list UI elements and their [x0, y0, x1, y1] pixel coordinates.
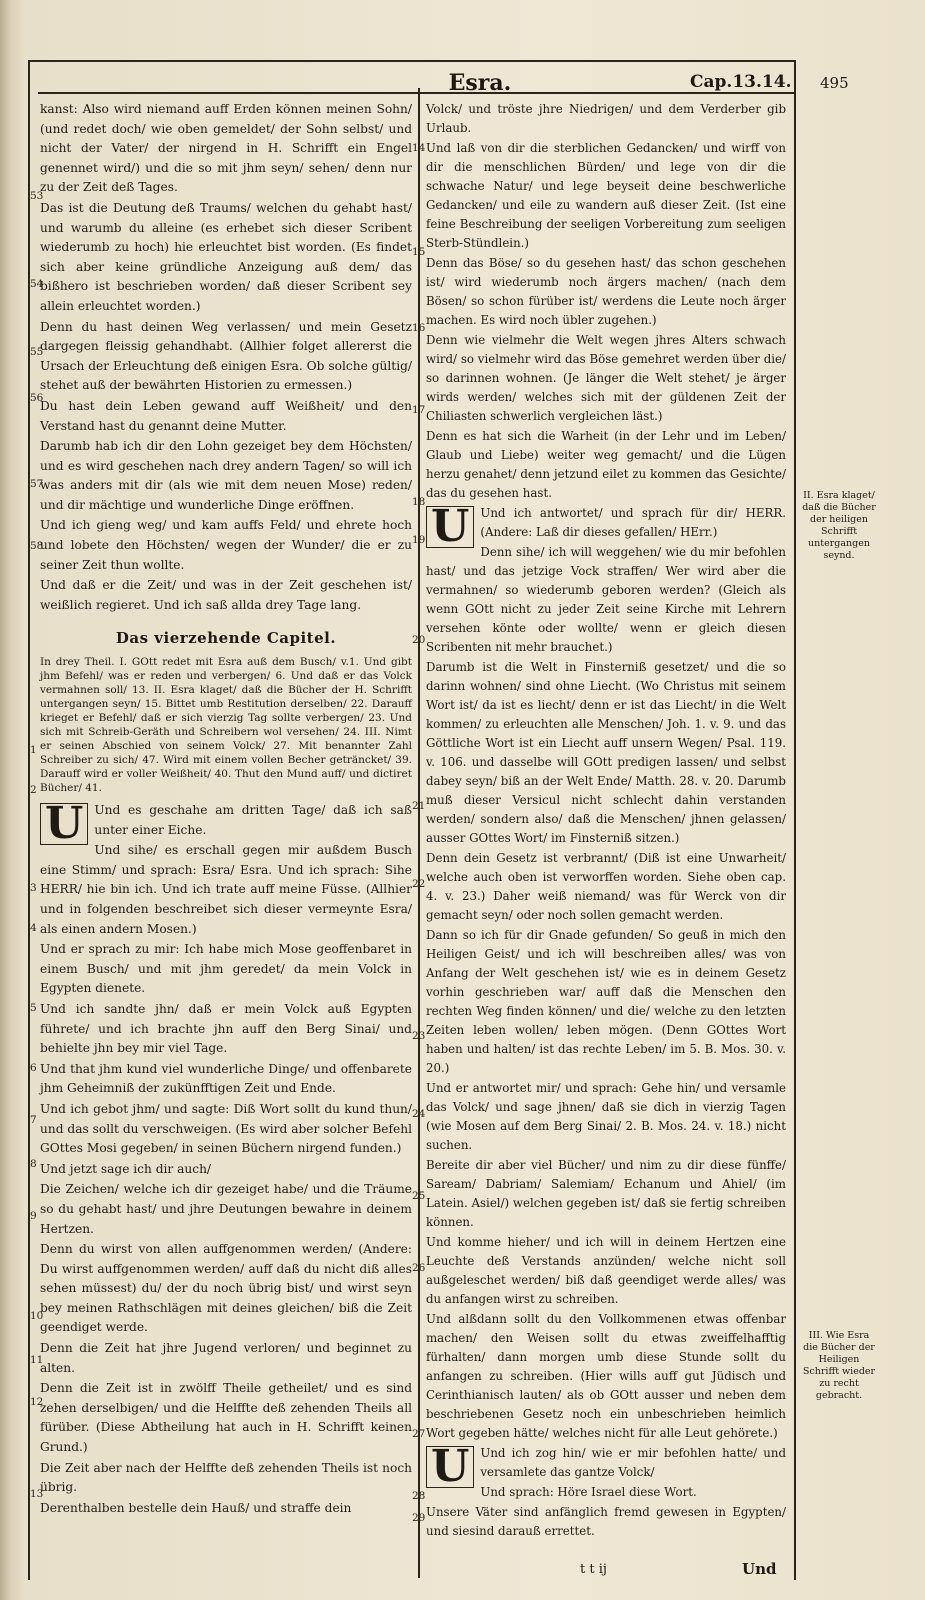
margin-note-section-3: III. Wie Esra die Bücher der Heiligen Schrifft wieder zu recht gebracht.: [802, 1330, 876, 1401]
verse-number: 16: [412, 322, 426, 334]
verse-number: 8: [30, 1158, 37, 1170]
chapter-reference: Cap.13.14.: [690, 72, 792, 92]
verse-text: Und daß er die Zeit/ und was in der Zeit geschehen ist/ weißlich regieret. Und ich saß allda drey Tage lang.: [40, 578, 412, 612]
verse-number: 26: [412, 1262, 426, 1274]
verse-text: Darumb hab ich dir den Lohn gezeiget bey dem Höchsten/ und es wird geschehen nach drey andern Tagen/ so will ich was anders mit dir (als wie mit dem neuen Mose) reden/ und dir mächtige und wunderliche Dinge eröffnen.: [40, 439, 412, 512]
verse-number: 53: [30, 190, 44, 202]
verse-text: Denn du wirst von allen auffgenommen werden/ (Andere: Du wirst auffgenommen werden/ auff daß du nicht diß alles sehen müssest) du/ der du noch übrig bist/ und wirst seyn bey meinen Rathschlägen mit deines gleichen/ biß die Zeit geendiget werde.: [40, 1242, 412, 1335]
verse-text: Und jetzt sage ich dir auch/: [40, 1161, 212, 1176]
verse-text: Denn es hat sich die Warheit (in der Lehr und im Leben/ Glaub und Liebe) weiter weg gemacht/ und die Lügen herzu genahet/ denn jetzund eilet zu kommen das Gesichte/ das du gesehen hast.: [426, 429, 786, 500]
verse-number: 3: [30, 882, 37, 894]
verse-text: Denn dein Gesetz ist verbrannt/ (Diß ist eine Unwarheit/ welche auch oben ist verworffen worden. Siehe oben cap. 4. v. 23.) Daher weiß niemand/ was für Werck von dir gemacht seyn/ oder noch sollen gemacht werden.: [426, 851, 786, 922]
verse-number: 5: [30, 1002, 37, 1014]
drop-cap: U: [426, 1446, 474, 1488]
chapter-title: Das vierzehende Capitel.: [115, 629, 337, 648]
verse-number: 4: [30, 922, 37, 934]
verse-number: 18: [412, 496, 426, 508]
drop-cap: U: [40, 803, 88, 845]
running-title: Esra.: [448, 70, 512, 96]
verse-text: Denn die Zeit hat jhre Jugend verloren/ und beginnet zu alten.: [40, 1341, 412, 1375]
verse-number: 6: [30, 1062, 37, 1074]
verse-text: Unsere Väter sind anfänglich fremd gewesen in Egypten/ und siesind darauß errettet.: [426, 1505, 786, 1538]
verse-number: 17: [412, 404, 426, 416]
drop-cap: U: [426, 506, 474, 548]
verse-text: Derenthalben bestelle dein Hauß/ und straffe dein: [40, 1500, 352, 1515]
verse-text: Und alßdann sollt du den Vollkommenen etwas offenbar machen/ den Weisen sollt du etwas zweiffelhafftig fürhalten/ dann morgen umb diese Stunde sollt du anfangen zu schreiben. (Hier wills auff gut Jüdisch und Cerinthianisch lauten/ als ob GOtt ausser und neben dem beschriebenen Gesetz noch ein unbeschrieben heimlich Wort gegeben hätte/ welches nicht für alle Leut gehörete.): [426, 1312, 786, 1440]
verse-text: Denn wie vielmehr die Welt wegen jhres Alters schwach wird/ so vielmehr wird das Böse gemehret werden über die/ so darinnen wohnen. (Je länger die Welt stehet/ je ärger wirds werden/ welches sich mit der güldenen Zeit der Chiliasten schwerlich vergleichen läst.): [426, 333, 786, 423]
verse-number: 27: [412, 1428, 426, 1440]
right-column: [426, 100, 786, 1542]
verse-number: 57: [30, 478, 44, 490]
verse-text: Dann so ich für dir Gnade gefunden/ So geuß in mich den Heiligen Geist/ und ich will beschreiben alles/ was von Anfang der Welt geschehen ist/ wie es in deinem Gesetz vorhin geschrieben war/ auff daß die Menschen den rechten Weg finden können/ und die/ welche zu den letzten Zeiten leben wollen/ leben mögen. (Denn GOttes Wort haben und halten/ ist das rechte Leben/ im 5. B. Mos. 30. v. 20.): [426, 928, 786, 1075]
verse-text: Und er sprach zu mir: Ich habe mich Mose geoffenbaret in einem Busch/ und mit jhm geredet/ da mein Volck in Egypten dienete.: [40, 942, 412, 996]
verse-number: 58: [30, 540, 44, 552]
verse-text: Und komme hieher/ und ich will in deinem Hertzen eine Leuchte deß Verstands anzünden/ welche nicht soll außgeleschet werden/ biß daß geendiget werde alles/ was du anfangen wirst zu schreiben.: [426, 1235, 786, 1306]
verse-number: 19: [412, 534, 426, 546]
verse-text: Denn sihe/ ich will weggehen/ wie du mir befohlen hast/ und das jetzige Vock straffen/ Wer wird aber die vermahnen/ so wiederumb geboren werden? (Gleich als wenn GOtt nicht zu jeder Zeit seine Kirche mit Lehrern versehen könte oder wollte/ wenn er gleich diesen Scribenten nit mehr brauchet.): [426, 545, 786, 654]
verse-number: 22: [412, 878, 426, 890]
verse-number: 12: [30, 1396, 44, 1408]
chapter-summary: In drey Theil. I. GOtt redet mit Esra auß dem Busch/ v.1. Und gibt jhm Befehl/ was er reden und verbergen/ 6. Und daß er das Volck vermahnen soll/ 13. II. Esra klaget/ daß die Bücher der H. Schrifft untergangen seyn/ 15. Bittet umb Restitution derselben/ 22. Darauff krieget er Befehl/ daß er sich vierzig Tag sollte verbergen/ 23. Und sich mit Schreib-Geräth und Schreibern wol versehen/ 24. III. Nimt er seinen Abschied von seinem Volck/ 27. Mit benannter Zahl Schreiber zu sich/ 47. Wird mit einem vollen Becher geträncket/ 39. Darauff wird er voller Weißheit/ 40. Thut den Mund auff/ und dictiret Bücher/ 41.: [40, 656, 412, 795]
catchword: Und: [742, 1560, 777, 1578]
verse-number: 2: [30, 784, 37, 796]
verse-text: Darumb ist die Welt in Finsterniß gesetzet/ und die so darinn wohnen/ sind ohne Liecht. (Wo Christus mit seinem Wort ist/ da ist es liecht/ denn er ist das Liecht/ in die Welt kommen/ zu erleuchten alle Menschen/ Joh. 1. v. 9. und das Göttliche Wort ist ein Liecht auff unsern Wegen/ Psal. 119. v. 106. und dasselbe will GOtt predigen lassen/ und selbst dabey seyn/ biß an der Welt Ende/ Matth. 28. v. 20. Darumb muß dieser Versicul nicht schlecht dahin verstanden werden/ sondern also/ daß die Menschen/ jhnen gelassen/ ausser GOttes Wort/ im Finsterniß sitzen.): [426, 660, 786, 845]
verse-number: 23: [412, 1030, 426, 1042]
verse-number: 56: [30, 392, 44, 404]
column-divider: [418, 88, 420, 1578]
verse-text: Und ich antwortet/ und sprach für dir/ HERR. (Andere: Laß dir dieses gefallen/ HErr.): [480, 506, 786, 539]
verse-text: Die Zeichen/ welche ich dir gezeiget habe/ und die Träume so du gehabt hast/ und jhre Deutungen bewahre in deinem Hertzen.: [40, 1182, 412, 1236]
verse-number: 54: [30, 278, 44, 290]
verse-number: 21: [412, 800, 426, 812]
verse-text-initial: [40, 798, 412, 850]
page-number: 495: [820, 74, 849, 92]
verse-number: 11: [30, 1354, 44, 1366]
verse-text: Das ist die Deutung deß Traums/ welchen du gehabt hast/ und warumb du alleine (es erhebet sich dieser Scribent wiederumb zu hoch) hie erleuchtet bist worden. (Es findet sich aber keine gründliche Anzeigung auß dem/ das bißhero ist beschrieben worden/ daß dieser Scribent sey allein erleuchtet worden.): [40, 200, 412, 313]
verse-number: 29: [412, 1512, 426, 1524]
verse-number: 55: [30, 346, 44, 358]
verse-number: 20: [412, 634, 426, 646]
verse-number: 15: [412, 246, 426, 258]
verse-number: 9: [30, 1210, 37, 1222]
verse-text: Und ich zog hin/ wie er mir befohlen hatte/ und versamlete das gantze Volck/: [480, 1446, 786, 1479]
verse-text: Und es geschahe am dritten Tage/ daß ich saß unter einer Eiche.: [94, 803, 412, 837]
verse-number: 14: [412, 142, 426, 154]
verse-text: Und sprach: Höre Israel diese Wort.: [480, 1485, 697, 1499]
verse-number: 13: [30, 1488, 44, 1500]
verse-text: Denn du hast deinen Weg verlassen/ und mein Gesetz dargegen fleissig gehandhabt. (Allhier folget allererst die Ursach der Erleuchtung deß einigen Esra. Ob solche gültig/ stehet auß der bewährten Historien zu ermessen.): [40, 319, 412, 393]
verse-text: Und laß von dir die sterblichen Gedancken/ und wirff von dir die menschlichen Bürden/ und lege von dir die schwache Natur/ und lege beyseit deine beschwerliche Gedancken/ und eile zu wandern auß dieser Zeit. (Ist eine feine Beschreibung der seeligen Vorbereitung zum seeligen Sterb-Stündlein.): [426, 141, 786, 250]
verse-text: Und sihe/ es erschall gegen mir außdem Busch eine Stimm/ und sprach: Esra/ Esra. Und ich sprach: Sihe HERR/ hie bin ich. Und ich trate auff meine Füsse. (Allhier und in folgenden beschreibet sich dieser vermeynte Esra/ als einen andern Mosen.): [40, 843, 412, 936]
verse-number: 28: [412, 1490, 426, 1502]
verse-text: kanst: Also wird niemand auff Erden können meinen Sohn/ (und redet doch/ wie oben gemeldet/ der Sohn selbst/ und nicht der Vater/ der nirgend in H. Schrifft ein Engel genennet wird/) und die so mit jhm seyn/ sehen/ denn nur zu der Zeit deß Tages.: [40, 102, 412, 195]
verse-text-initial: [426, 501, 786, 552]
verse-number: 24: [412, 1108, 426, 1120]
verse-text: Und ich gieng weg/ und kam auffs Feld/ und ehrete hoch und lobete den Höchsten/ wegen der Wunder/ die er zu seiner Zeit thun wollte.: [40, 518, 412, 572]
verse-text: Du hast dein Leben gewand auff Weißheit/ und den Verstand hast du genannt deine Mutter.: [40, 398, 412, 433]
verse-number: 25: [412, 1190, 426, 1202]
verse-text: Denn die Zeit ist in zwölff Theile getheilet/ und es sind zehen derselbigen/ und die Helffte deß zehenden Theils all fürüber. (Diese Abtheilung hat auch in H. Schrifft keinen Grund.): [40, 1381, 412, 1455]
verse-text: Volck/ und tröste jhre Niedrigen/ und dem Verderber gib Urlaub.: [426, 102, 786, 135]
verse-text: Bereite dir aber viel Bücher/ und nim zu dir diese fünffe/ Saream/ Dabriam/ Salemiam/ Echanum und Ahiel/ (im Latein. Asiel/) welchen gegeben ist/ daß sie fertig schreiben können.: [426, 1158, 786, 1229]
verse-number: 10: [30, 1310, 44, 1322]
verse-text: Und ich gebot jhm/ und sagte: Diß Wort sollt du kund thun/ und das sollt du verschweigen. (Es wird aber solcher Befehl GOttes Mosi gegeben/ in seinen Büchern nirgend funden.): [40, 1101, 412, 1156]
margin-note-section-2: II. Esra klaget/ daß die Bücher der heiligen Schrifft untergangen seynd.: [802, 490, 876, 561]
verse-text: Und er antwortet mir/ und sprach: Gehe hin/ und versamle das Volck/ und sage jhnen/ daß sie dich in vierzig Tagen (wie Mosen auf dem Berg Sinai/ 2. B. Mos. 24. v. 18.) nicht suchen.: [426, 1081, 786, 1152]
verse-text: Und that jhm kund viel wunderliche Dinge/ und offenbarete jhm Geheimniß der zukünfftigen Zeit und Ende.: [40, 1061, 412, 1096]
verse-text: Und ich sandte jhn/ daß er mein Volck auß Egypten führete/ und ich brachte jhn auff den Berg Sinai/ und behielte jhn bey mir viel Tage.: [40, 1001, 412, 1056]
verse-text: Die Zeit aber nach der Helffte deß zehenden Theils ist noch übrig.: [40, 1460, 412, 1495]
verse-number: 7: [30, 1114, 37, 1126]
right-margin-rule: [794, 60, 796, 1580]
top-rule: [28, 60, 796, 62]
verse-number: 1: [30, 744, 37, 756]
left-column: [40, 100, 412, 1519]
signature-mark: t t ij: [580, 1562, 607, 1577]
verse-text: Denn das Böse/ so du gesehen hast/ das schon geschehen ist/ wird wiederumb noch ärgers machen/ (nach dem Bösen/ so schon fürüber ist/ werdens die Leute noch ärger machen. Es wird noch übler zugehen.): [426, 256, 786, 327]
